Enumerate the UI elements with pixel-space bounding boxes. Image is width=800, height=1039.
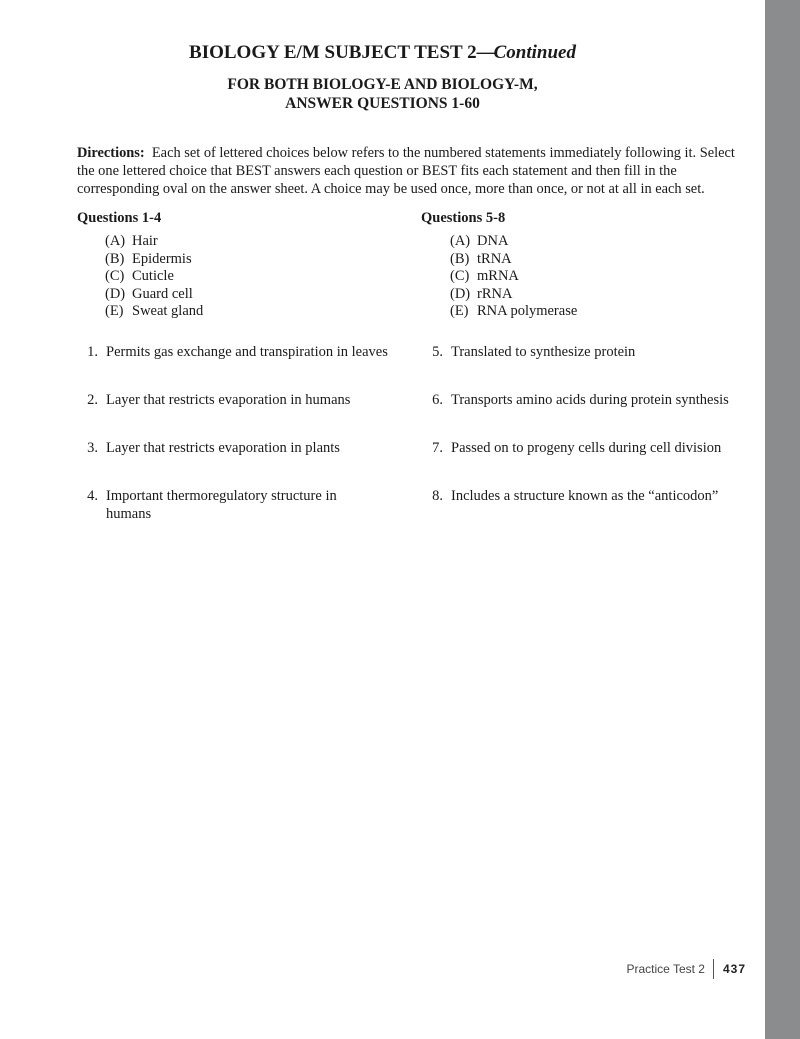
page-footer: [580, 959, 746, 979]
question-8: 8. Includes a structure known as the “anticodon”: [432, 488, 719, 504]
set1-choice-b: (B) Epidermis: [105, 250, 192, 267]
set2-choices: [450, 233, 577, 321]
set1-choice-c: (C) Cuticle: [105, 268, 174, 285]
footer-divider: [713, 959, 714, 979]
question-4: 4. Important thermoregulatory structure in humans: [87, 488, 337, 522]
question-7: 7. Passed on to progeny cells during cell division: [432, 440, 722, 456]
question-5: 5. Translated to synthesize protein: [432, 344, 636, 360]
set1-choice-a: (A) Hair: [105, 233, 158, 249]
set1-heading: Questions 1-4: [77, 210, 162, 226]
page-edge-bar: [765, 0, 800, 1039]
subtitle-line-2: ANSWER QUESTIONS 1-60: [285, 95, 480, 112]
title-dash: —: [476, 42, 494, 63]
set2-heading: Questions 5-8: [421, 210, 506, 226]
question-2: 2. Layer that restricts evaporation in humans: [87, 392, 351, 408]
directions-paragraph: [77, 144, 747, 198]
set2-choice-b: (B) tRNA: [450, 250, 512, 267]
set1-choice-e: (E) Sweat gland: [105, 303, 204, 320]
set2-choice-a: (A) DNA: [450, 233, 509, 249]
directions-label: Directions:: [77, 145, 145, 161]
footer-section: Practice Test 2: [626, 962, 705, 976]
question-3: 3. Layer that restricts evaporation in plants: [87, 440, 340, 456]
set2-choice-c: (C) mRNA: [450, 268, 519, 285]
subtitle-line-1: FOR BOTH BIOLOGY-E AND BIOLOGY-M,: [227, 76, 538, 93]
page-number: 437: [722, 962, 746, 976]
directions-text: Each set of lettered choices below refers to the numbered statements immediately following it. Select the one lettered choice that BEST answers each question or BEST fits each statement and then fill in the corresponding oval on the answer sheet. A choice may be used once, more than once, or not at all in each set.: [77, 145, 735, 197]
page-title: [0, 42, 765, 64]
title-main: BIOLOGY E/M SUBJECT TEST 2: [189, 42, 477, 63]
title-continued: Continued: [493, 42, 576, 63]
question-1: 1. Permits gas exchange and transpiration in leaves: [87, 344, 388, 360]
set1-choices: [105, 233, 203, 321]
set2-choice-d: (D) rRNA: [450, 285, 513, 302]
question-6: 6. Transports amino acids during protein synthesis: [432, 392, 729, 408]
set2-choice-e: (E) RNA polymerase: [450, 303, 578, 320]
set1-choice-d: (D) Guard cell: [105, 285, 193, 302]
